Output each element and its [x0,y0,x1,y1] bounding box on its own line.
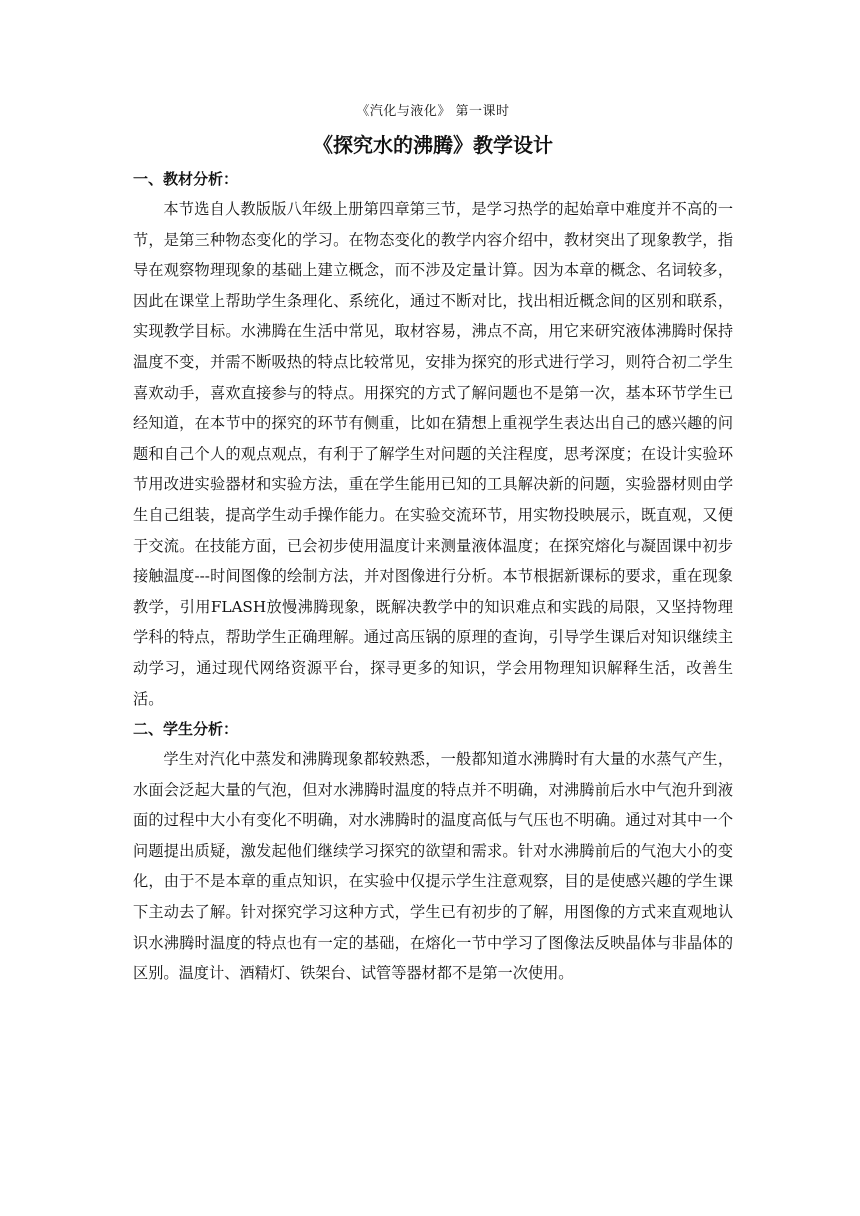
section-heading-student-analysis: 二、学生分析： [133,720,239,739]
document-title: 《探究水的沸腾》教学设计 [313,133,553,157]
section-paragraph-student-analysis: 学生对汽化中蒸发和沸腾现象都较熟悉，一般都知道水沸腾时有大量的水蒸气产生，水面会泛起大量的气泡，但对水沸腾时温度的特点并不明确，对沸腾前后水中气泡升到液面的过程中大小有变化不明确，对水沸腾时的温度高低与气压也不明确。通过对其中一个问题提出质疑，激发起他们继续学习探究的欲望和需求。针对水沸腾前后的气泡大小的变化，由于不是本章的重点知识，在实验中仅提示学生注意观察，目的是使感兴趣的学生课下主动去了解。针对探究学习这种方式，学生已有初步的了解，用图像的方式来直观地认识水沸腾时温度的特点也有一定的基础，在熔化一节中学习了图像法反映晶体与非晶体的区别。温度计、酒精灯、铁架台、试管等器材都不是第一次使用。 [133,750,733,983]
document-page [133,102,733,989]
section-heading-textbook-analysis: 一、教材分析： [133,170,239,188]
lesson-subtitle: 《汽化与液化》 第一课时 [356,104,510,119]
section-paragraph-textbook-analysis: 本节选自人教版版八年级上册第四章第三节，是学习热学的起始章中难度并不高的一节，是第三种物态变化的学习。在物态变化的教学内容介绍中，教材突出了现象教学，指导在观察物理现象的基础上建立概念，而不涉及定量计算。因为本章的概念、名词较多，因此在课堂上帮助学生条理化、系统化，通过不断对比，找出相近概念间的区别和联系，实现教学目标。水沸腾在生活中常见，取材容易，沸点不高，用它来研究液体沸腾时保持温度不变，并需不断吸热的特点比较常见，安排为探究的形式进行学习，则符合初二学生喜欢动手，喜欢直接参与的特点。用探究的方式了解问题也不是第一次，基本环节学生已经知道，在本节中的探究的环节有侧重，比如在猜想上重视学生表达出自己的感兴趣的问题和自己个人的观点观点，有利于了解学生对问题的关注程度，思考深度；在设计实验环节用改进实验器材和实验方法，重在学生能用已知的工具解决新的问题，实验器材则由学生自己组装，提高学生动手操作能力。在实验交流环节，用实物投映展示，既直观，又便于交流。在技能方面，已会初步使用温度计来测量液体温度；在探究熔化与凝固课中初步接触温度---时间图像的绘制方法，并对图像进行分析。本节根据新课标的要求，重在现象教学，引用FLASH放慢沸腾现象，既解决教学中的知识难点和实践的局限，又坚持物理学科的特点，帮助学生正确理解。通过高压锅的原理的查询，引导学生课后对知识继续主动学习，通过现代网络资源平台，探寻更多的知识，学会用物理知识解释生活，改善生活。 [133,200,733,708]
